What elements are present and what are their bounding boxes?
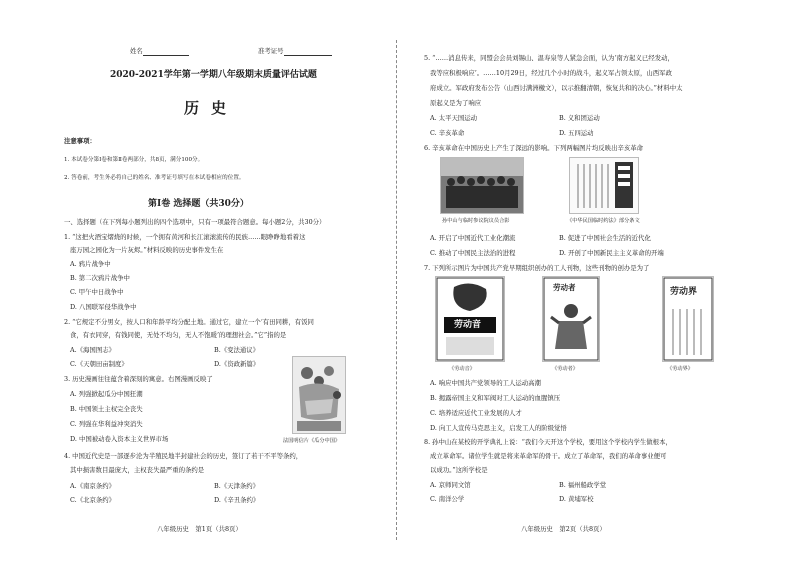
q5-option-b: B. 义和团运动 bbox=[559, 114, 600, 122]
q8-option-b: B. 福州船政学堂 bbox=[559, 481, 607, 489]
q8-stem-3: 以成功。”这所学校是 bbox=[430, 466, 488, 474]
q5-stem-2: 我等应积极响应’。……10月29日，经过几个小时的战斗，起义军占领太原，山西军政 bbox=[430, 69, 672, 77]
section-title: 第Ⅰ卷 选择题（共30分） bbox=[148, 199, 249, 209]
cartoon-illustration bbox=[293, 357, 345, 433]
page-footer-left: 八年级历史 第1页（共8页） bbox=[157, 525, 242, 533]
q2-option-a: A.《海国图志》 bbox=[70, 346, 115, 354]
political-cartoon-image bbox=[292, 356, 346, 434]
q7-caption-3: 《劳动界》 bbox=[667, 366, 693, 372]
q6-caption-2: 《中华民国临时约法》部分条文 bbox=[567, 218, 640, 224]
page-2 bbox=[397, 0, 794, 562]
q2-stem-1: 2. “它规定不分男女，按人口和年龄平均分配土地。通过它，建立一个‘有田同耕，有饭同 bbox=[64, 318, 314, 326]
q8-option-a: A. 京师同文馆 bbox=[430, 481, 471, 489]
q3-option-c: C. 列强在华利益冲突消失 bbox=[70, 420, 143, 428]
q2-option-c: C.《天朝田亩制度》 bbox=[70, 360, 128, 368]
q1-option-c: C. 甲午中日战争中 bbox=[70, 288, 124, 296]
magazine-laodongzhe-image bbox=[542, 276, 600, 362]
q1-stem-2: 座万园之园化为一片灰烬。”材料反映的历史事件发生在 bbox=[70, 246, 224, 254]
q1-option-b: B. 第二次鸦片战争中 bbox=[70, 274, 130, 282]
q5-stem-3: 府成立。军政府发布公告（山西讨满洲檄文），以示推翻清朝，恢复共和的决心。”材料中太 bbox=[430, 84, 683, 92]
q6-option-a: A. 开启了中国近代工业化潮流 bbox=[430, 234, 516, 242]
exam-no-field bbox=[258, 46, 332, 56]
magazine-2-title: 劳动者 bbox=[553, 283, 576, 292]
q4-option-b: B.《天津条约》 bbox=[214, 482, 260, 490]
q6-option-c: C. 推动了中国民主法治的进程 bbox=[430, 249, 516, 257]
q8-stem-2: 成立革命军。诸位学生就是将来革命军的骨干。成立了革命军，我们的革命事业便可 bbox=[430, 452, 667, 460]
q8-option-c: C. 南洋公学 bbox=[430, 495, 465, 503]
exam-no-underline bbox=[284, 47, 332, 56]
q5-option-a: A. 太平天国运动 bbox=[430, 114, 478, 122]
group-photo-illustration bbox=[441, 158, 523, 213]
group-photo-image bbox=[440, 157, 524, 214]
q4-option-d: D.《辛丑条约》 bbox=[214, 496, 260, 504]
q5-stem-1: 5. “……消息传来，同盟会会员刘锡山、温寿泉等人紧急会面，认为‘南方起义已经发动， bbox=[424, 54, 674, 62]
q6-stem-1: 6. 辛亥革命在中国历史上产生了深远的影响。下列两幅图片均反映出辛亥革命 bbox=[424, 144, 644, 152]
q7-option-d: D. 向工人宣传马克思主义，启发工人的阶级觉悟 bbox=[430, 424, 567, 432]
q5-option-d: D. 五四运动 bbox=[559, 129, 594, 137]
q3-option-a: A. 列强掀起瓜分中国狂潮 bbox=[70, 390, 143, 398]
exam-no-label: 准考证号 bbox=[258, 47, 284, 55]
q3-option-b: B. 中国领土主权完全丧失 bbox=[70, 405, 143, 413]
q1-option-a: A. 鸦片战争中 bbox=[70, 260, 111, 268]
q4-stem-2: 其中损害数目最庞大，主权丧失最严重的条约是 bbox=[70, 466, 205, 474]
q7-option-b: B. 揭露帝国主义和军阀对工人运动的血腥镇压 bbox=[430, 394, 561, 402]
q5-option-c: C. 辛亥革命 bbox=[430, 129, 465, 137]
notes-item-2: 2. 答卷前，考生务必将自己的姓名、准考证号填写在本试卷相应的位置。 bbox=[64, 175, 245, 181]
q2-option-b: B.《变法通议》 bbox=[214, 346, 260, 354]
q3-stem-1: 3. 历史漫画往往蕴含着深刻的寓意。右图漫画反映了 bbox=[64, 375, 213, 383]
q7-caption-2: 《劳动者》 bbox=[552, 366, 578, 372]
name-label: 姓名 bbox=[130, 47, 143, 55]
q6-caption-1: 孙中山与临时参议院议员合影 bbox=[442, 218, 510, 224]
constitution-document-image bbox=[569, 157, 639, 214]
q1-stem-1: 1. “这把火酒宝熠烧的时候，一个拥有黄河和长江滚滚流传的民族……眼睁睁地看着这 bbox=[64, 233, 306, 241]
q4-option-c: C.《北京条约》 bbox=[70, 496, 116, 504]
section-instruction: 一、选择题（在下列每小题列出的四个选项中，只有一项最符合题意。每小题2分，共30分） bbox=[64, 218, 326, 226]
name-underline bbox=[143, 47, 189, 56]
q4-stem-1: 4. 中国近代史是一部逐步沦为半殖民地半封建社会的历史，签订了若干不平等条约， bbox=[64, 452, 303, 460]
magazine-1-title: 劳动音 bbox=[454, 320, 482, 330]
q1-option-d: D. 八国联军侵华战争中 bbox=[70, 303, 137, 311]
q7-stem-1: 7. 下列所示图片为中国共产党早期组织创办的工人刊物，这些刊物的创办是为了 bbox=[424, 264, 650, 272]
notes-item-1: 1. 本试卷分第Ⅰ卷和第Ⅱ卷两部分，共8页，满分100分。 bbox=[64, 157, 204, 163]
page-footer-right: 八年级历史 第2页（共8页） bbox=[521, 525, 606, 533]
q3-option-d: D. 中国被动卷入资本主义世界市场 bbox=[70, 435, 169, 443]
q8-stem-1: 8. 孙中山在某校的开学典礼上说：“我们今天开这个学校，要用这个学校内学生做根本， bbox=[424, 438, 672, 446]
q3-image-caption: 法国明信片《瓜分中国》 bbox=[283, 438, 341, 444]
q2-stem-2: 食，有衣同穿，有钱同使，无处不均匀，无人不饱暖’的理想社会。”它”指的是 bbox=[70, 331, 287, 339]
q6-option-b: B. 促进了中国社会生活的近代化 bbox=[559, 234, 651, 242]
notes-heading: 注意事项： bbox=[64, 137, 96, 145]
magazine-laodongyin-image bbox=[435, 276, 505, 362]
q6-option-d: D. 开创了中国新民主主义革命的开端 bbox=[559, 249, 664, 257]
q7-caption-1: 《劳动音》 bbox=[449, 366, 475, 372]
magazine-laodongjie-image bbox=[662, 276, 714, 362]
subject-title: 历史 bbox=[184, 99, 239, 117]
document-illustration bbox=[570, 158, 638, 213]
magazine-laodongyin-illustration bbox=[436, 277, 504, 361]
q2-option-d: D.《资政新篇》 bbox=[214, 360, 260, 368]
q4-option-a: A.《南京条约》 bbox=[70, 482, 115, 490]
q8-option-d: D. 黄埔军校 bbox=[559, 495, 594, 503]
name-field bbox=[130, 46, 189, 56]
magazine-3-title: 劳动界 bbox=[670, 287, 698, 297]
q7-option-c: C. 培养适应近代工业发展的人才 bbox=[430, 409, 522, 417]
q5-stem-4: 原起义是为了响应 bbox=[430, 99, 482, 107]
exam-title: 2020-2021学年第一学期八年级期末质量评估试题 bbox=[110, 70, 317, 80]
q7-option-a: A. 响应中国共产党领导的工人运动高潮 bbox=[430, 379, 541, 387]
